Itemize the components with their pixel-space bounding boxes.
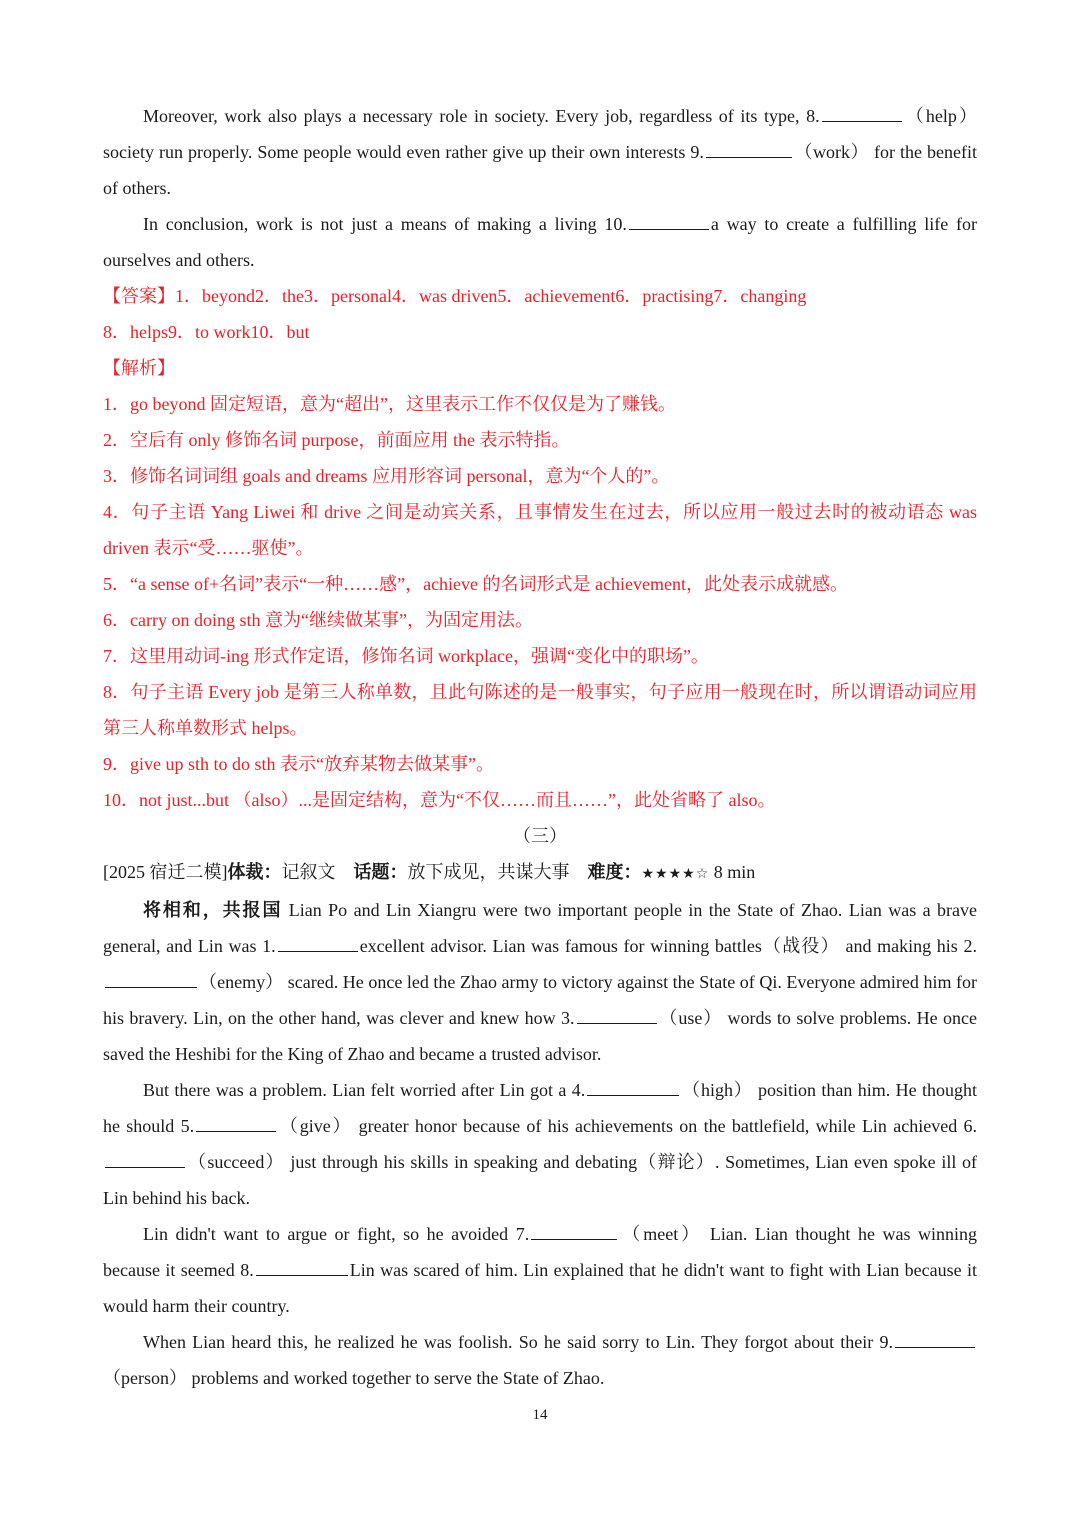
analysis-item-7: 7．这里用动词-ing 形式作定语，修饰名词 workplace，强调“变化中的职场”。 [103,646,709,666]
paragraph-work-society: Moreover, work also plays a necessary role in society. Every job, regardless of its type, 8. （help） society run properly. Some people would even rather give up their own interests 9. （work） for the benefit of others. [103,106,977,198]
answer-blank-3[interactable] [577,1009,657,1024]
answer-label: 【答案】 [103,286,175,306]
answer-blank-6[interactable] [105,1153,185,1168]
answer-blank-10[interactable] [629,215,709,230]
answer-blank-1[interactable] [278,937,358,952]
analysis-item-10: 10．not just...but （also）...是固定结构，意为“不仅……而且……”，此处省略了 also。 [103,790,776,810]
analysis-item-2: 2．空后有 only 修饰名词 purpose，前面应用 the 表示特指。 [103,430,570,450]
analysis-item-6: 6．carry on doing sth 意为“继续做某事”，为固定用法。 [103,610,533,630]
document-page [103,98,977,1396]
paragraph-reconcile: When Lian heard this, he realized he was foolish. So he said sorry to Lin. They forgot about their 9.（person） problems and worked together to serve the State of Zhao. [103,1324,977,1396]
answer-blank-8[interactable] [822,107,902,122]
answer-blank-5[interactable] [196,1117,276,1132]
page-number: 14 [532,1407,548,1423]
answer-blank-2[interactable] [105,973,197,988]
passage-title: 将相和，共报国 [143,900,283,920]
answer-blank-4[interactable] [587,1081,679,1096]
section-heading: （三） [513,826,567,846]
answer-blank-7[interactable] [531,1225,617,1240]
analysis-item-4: 4．句子主语 Yang Liwei 和 drive 之间是动宾关系，且事情发生在过去，所以应用一般过去时的被动语态 was driven 表示“受……驱使”。 [103,502,977,558]
answer-key-line-2: 8．helps9．to work10．but [103,322,310,342]
answer-key-line-1: 【答案】1．beyond2．the3．personal4．was driven5．achievement6．practising7．changing [103,286,807,306]
paragraph-lian-lin-intro: 将相和，共报国 Lian Po and Lin Xiangru were two important people in the State of Zhao. Lian was a brave general, and Lin was 1. excellent advisor. Lian was famous for winning battles（战役） and making his 2.（enemy） scared. He once led the Zhao army to victory against the State of Qi. Everyone admired him for his bravery. Lin, on the other hand, was clever and knew how 3. （use） words to solve problems. He once saved the Heshibi for the King of Zhao and became a trusted advisor. [103,900,977,1064]
analysis-item-8: 8．句子主语 Every job 是第三人称单数，且此句陈述的是一般事实，句子应用一般现在时，所以谓语动词应用第三人称单数形式 helps。 [103,682,977,738]
paragraph-conclusion: In conclusion, work is not just a means of making a living 10. a way to create a fulfilling life for ourselves and others. [103,214,977,270]
difficulty-stars-icon: ★★★★☆ [641,866,710,882]
paragraph-problem: But there was a problem. Lian felt worried after Lin got a 4. （high） position than him. He thought he should 5. （give） greater honor because of his achievements on the battlefield, while Lin achieved 6.（succeed） just through his skills in speaking and debating（辩论）. Sometimes, Lian even spoke ill of Lin behind his back. [103,1080,977,1208]
answer-blank-9b[interactable] [895,1333,975,1348]
answer-blank-9[interactable] [706,143,792,158]
analysis-item-5: 5．“a sense of+名词”表示“一种……感”，achieve 的名词形式是 achievement，此处表示成就感。 [103,574,848,594]
section-meta: [2025 宿迁二模]体裁：记叙文 话题：放下成见，共谋大事 难度：★★★★☆ 8 min [103,862,756,882]
analysis-item-9: 9．give up sth to do sth 表示“放弃某物去做某事”。 [103,754,494,774]
paragraph-avoid-fight: Lin didn't want to argue or fight, so he avoided 7. （meet） Lian. Lian thought he was winning because it seemed 8. Lin was scared of him. Lin explained that he didn't want to fight with Lian because it would harm their country. [103,1224,977,1316]
answer-blank-8b[interactable] [256,1261,348,1276]
analysis-label: 【解析】 [103,358,175,378]
analysis-item-3: 3．修饰名词词组 goals and dreams 应用形容词 personal，意为“个人的”。 [103,466,670,486]
analysis-item-1: 1．go beyond 固定短语，意为“超出”，这里表示工作不仅仅是为了赚钱。 [103,394,676,414]
